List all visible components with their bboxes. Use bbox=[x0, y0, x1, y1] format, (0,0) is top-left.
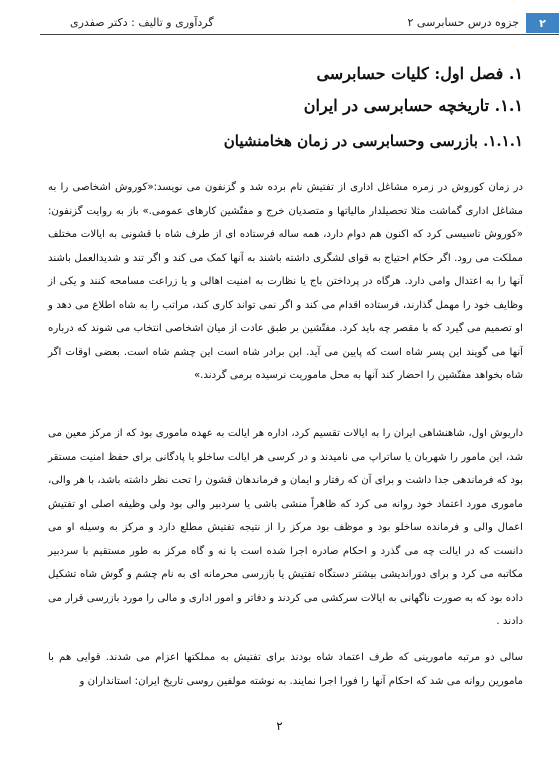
page-number: ۲ bbox=[276, 719, 283, 733]
page-header bbox=[0, 0, 559, 36]
subsection-heading: ۱.۱.۱. بازرسی وحسابرسی در زمان هخامنشیان bbox=[223, 132, 523, 150]
chapter-heading: ۱. فصل اول: کلیات حسابرسی bbox=[316, 64, 523, 83]
body-paragraph-2: داریوش اول، شاهنشاهی ایران را به ایالات تقسیم کرد، اداره هر ایالت به عهده ماموری بود که از مرکز معین می شد، این مامور را شهربان یا ساتراپ می نامیدند و در کرسی هر ایالت ساخلو یا پادگانی برای حفظ امنیت مستقر بود که فرماندهی جدا داشت و برای آن که رفتار و ایمان و فرماندهان قشون را تحت نظر داشته باشد، با هر والی، ماموری مورد اعتماد خود روانه می کرد که ظاهراً منشی باشی یا سردبیر والی بود ولی وظیفه اصلی او تفتیش اعمال والی و فرمانده ساخلو بود و موظف بود مرکز را از نتیجه تفتیش مطلع دارد و مرکز به وسیله او می دانست که در ایالت چه می گذرد و احکام صادره اجرا شده است یا نه و گاه مرکز به طور مستقیم با سردبیر مکاتبه می کرد و برای دوراندیشی بیشتر دستگاه تفتیش یا بازرسی محرمانه ای به نام چشم و گوش شاه تشکیل داده بود که به صورت ناگهانی به ایالات سرکشی می کردند و دفاتر و امور اداری و مالی را مورد بازرسی قرار می دادند . bbox=[48, 428, 523, 627]
header-page-tab: ۲ bbox=[526, 13, 559, 33]
header-author: گردآوری و تالیف : دکتر صفدری bbox=[70, 16, 214, 29]
header-title: جزوه درس حسابرسی ۲ bbox=[407, 16, 519, 29]
header-divider bbox=[40, 34, 559, 35]
body-paragraph-1: در زمان کوروش در زمره مشاغل اداری از تفتیش نام برده شد و گزنفون می نویسد:«کوروش اشخاصی را به مشاغل اداری گماشت مثلا تحصیلدار مالیاتها و متصدیان خرج و مفتّشین کارهای عمومی.» باز به روایت گزنفون: «کوروش تاسیسی کرد که اکنون هم دوام دارد، همه ساله فرستاده ای از طرف شاه با قشونی به ایالات مختلف مملکت می رود. اگر حکام احتیاج به قوای لشگری داشته باشند به آنها کمک می کند و اگر تند و شدیدالعمل باشند آنها را به اعتدال وامی دارد. هرگاه در پرداختن باج یا نظارت به امنیت اهالی و یا زراعت مسامحه کنند و یکی از وظایف خود را مهمل گذارند، فرستاده اقدام می کند و اگر نمی تواند کاری کند، مراتب را به شاه اطلاع می دهد و او تصمیم می گیرد که با مقصر چه باید کرد. مفتّشین بر طبق عادت از میان اشخاصی انتخاب می شوند که درباره آنها می گویند این پسر شاه است که پایین می آید. این برادر شاه است این چشم شاه است. بعضی اوقات اگر شاه بخواهد مفتّشین را احضار کند آنها به محل ماموریت نرسیده برمی گردند.» bbox=[48, 182, 523, 381]
section-heading: ۱.۱. تاریخچه حسابرسی در ایران bbox=[303, 96, 523, 115]
body-paragraph-3: سالی دو مرتبه مامورینی که طرف اعتماد شاه بودند برای تفتیش به مملکتها اعزام می شدند. قوایی هم با مامورین روانه می شد که احکام آنها را فورا اجرا نمایند. به نوشته مولفین روسی تاریخ ایران: استانداران و bbox=[48, 652, 523, 687]
